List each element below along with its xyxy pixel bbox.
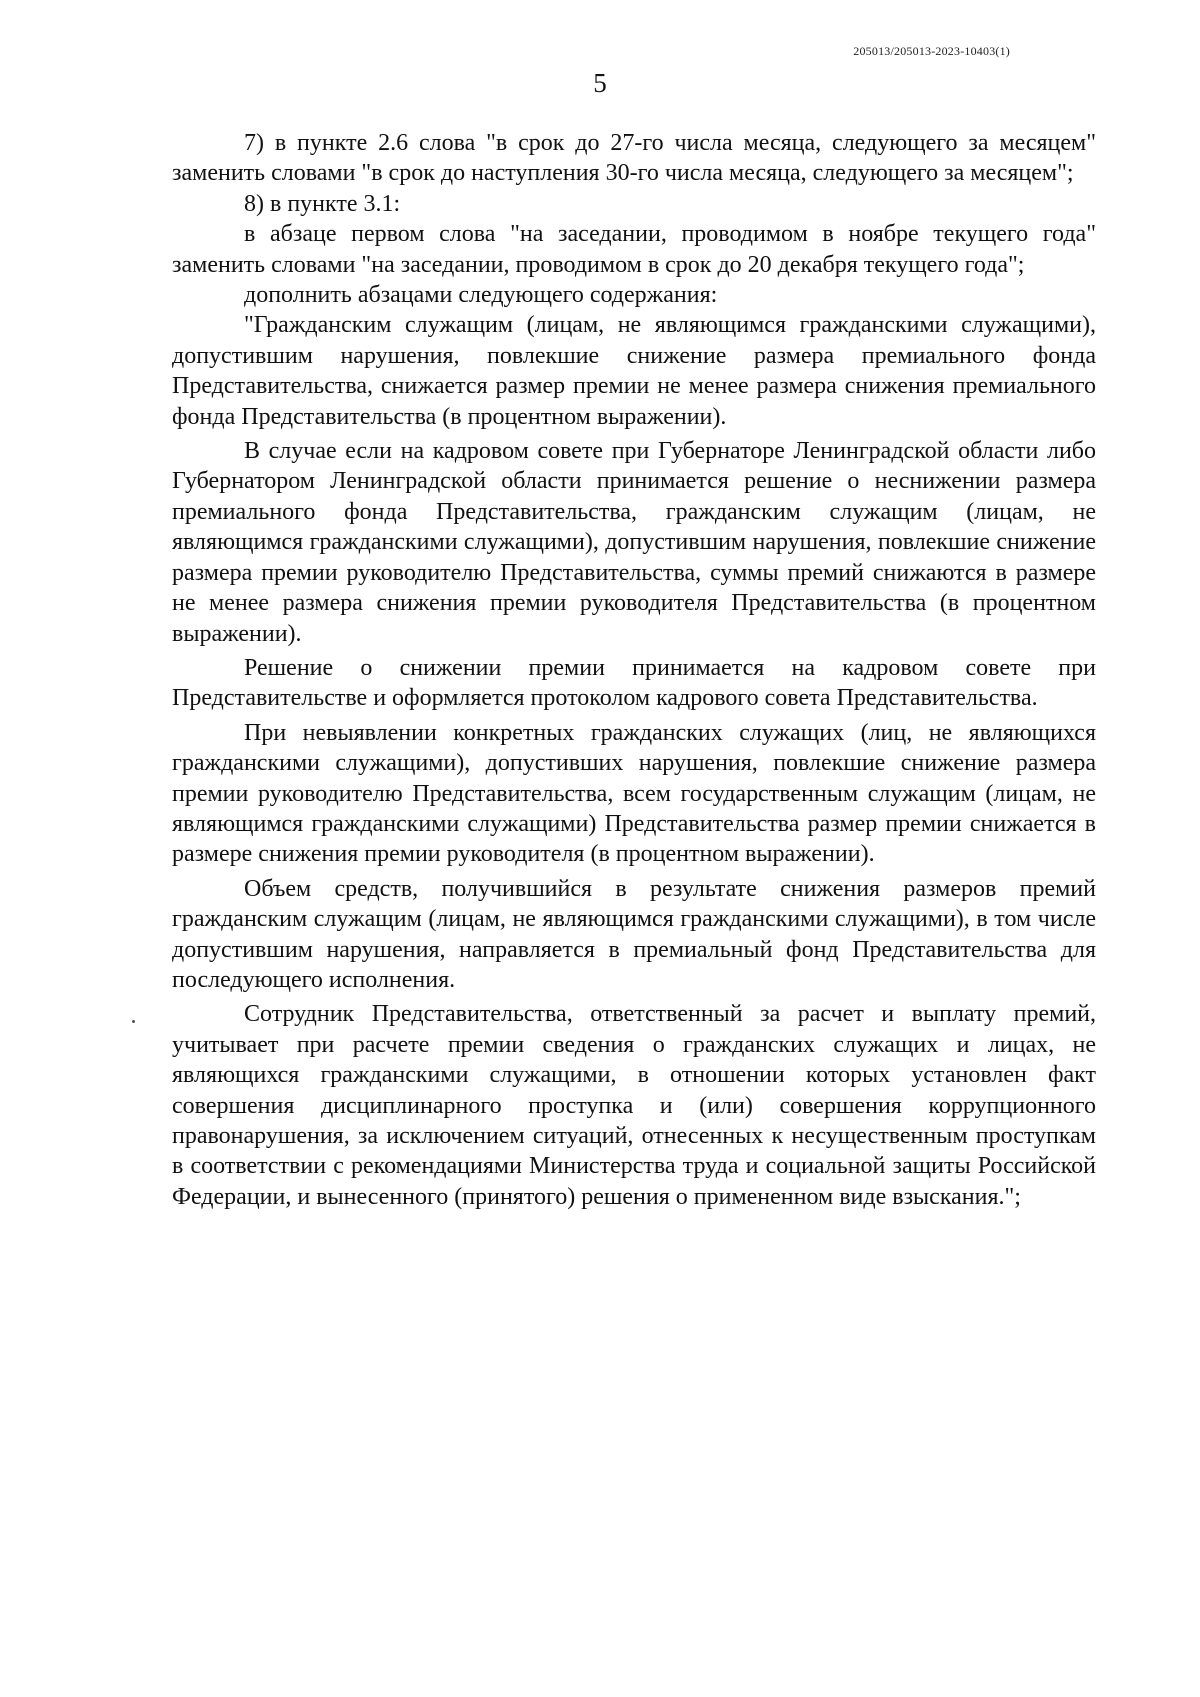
scan-speck	[132, 1020, 135, 1023]
paragraph-funds-volume: Объем средств, получившийся в результате снижения размеров премий гражданским служащим (лицам, не являющимся гражданскими служащими), в том числе допустившим нарушения, направляется в премиальный фонд Представительства для последующего исполнения.	[172, 875, 1096, 993]
paragraph-first-abzac-change: в абзаце первом слова "на заседании, проводимом в ноябре текущего года" заменить словами "на заседании, проводимом в срок до 20 декабря текущего года";	[172, 221, 1096, 278]
paragraph-unidentified-servants: При невыявлении конкретных гражданских служащих (лиц, не являющихся гражданскими служащими), допустивших нарушения, повлекшие снижение размера премии руководителю Представительства, всем государственным служащим (лицам, не являющимся гражданскими служащими) Представительства размер премии снижается в размере снижения премии руководителя (в процентном выражении).	[172, 719, 1096, 868]
paragraph-item-8: 8) в пункте 3.1:	[244, 190, 401, 217]
paragraph-employee-responsible: Сотрудник Представительства, ответственный за расчет и выплату премий, учитывает при расчете премии сведения о гражданских служащих и лицах, не являющихся гражданскими служащими, в отношении которых установлен факт совершения дисциплинарного проступка и (или) совершения коррупционного правонарушения, за исключением ситуаций, отнесенных к несущественным проступкам в соответствии с рекомендациями Министерства труда и социальной защиты Российской Федерации, и вынесенного (принятого) решения о примененном виде взыскания.";	[172, 1001, 1096, 1210]
paragraph-item-7: 7) в пункте 2.6 слова "в срок до 27-го числа месяца, следующего за месяцем" заменить словами "в срок до наступления 30-го числа месяца, следующего за месяцем";	[172, 130, 1096, 187]
paragraph-supplement-intro: дополнить абзацами следующего содержания:	[244, 282, 718, 309]
paragraph-governor-council: В случае если на кадровом совете при Губернаторе Ленинградской области либо Губернатором Ленинградской области принимается решение о неснижении размера премиального фонда Представительства, гражданским служащим (лицам, не являющимся гражданскими служащими), допустившим нарушения, повлекшие снижение размера премии руководителю Представительства, суммы премий снижаются в размере не менее размера снижения премии руководителя Представительства (в процентном выражении).	[172, 438, 1096, 647]
page-number: 5	[593, 68, 607, 98]
document-body	[172, 128, 1096, 1212]
paragraph-premium-reduction: "Гражданским служащим (лицам, не являющимся гражданскими служащими), допустившим нарушения, повлекшие снижение размера премиального фонда Представительства, снижается размер премии не менее размера снижения премиального фонда Представительства (в процентном выражении).	[172, 312, 1096, 430]
paragraph-decision: Решение о снижении премии принимается на кадровом совете при Представительстве и оформляется протоколом кадрового совета Представительства.	[172, 654, 1096, 712]
document-registration-number: 205013/205013-2023-10403(1)	[853, 44, 1010, 58]
